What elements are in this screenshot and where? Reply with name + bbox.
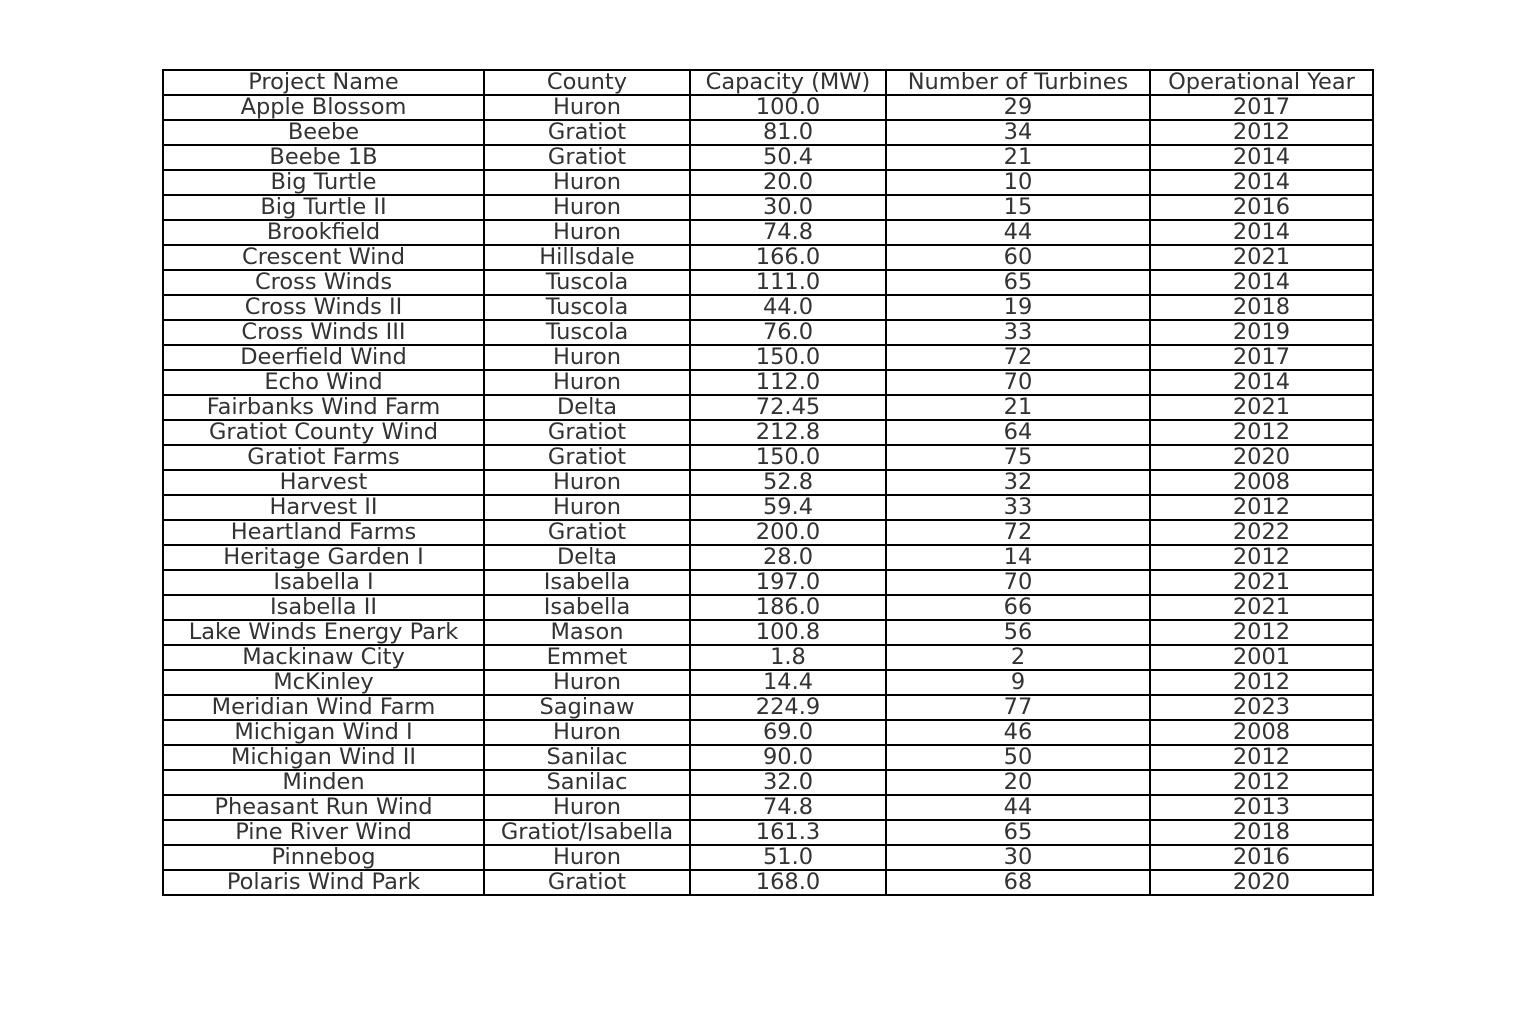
- table-row: [163, 420, 1373, 445]
- table-row: [163, 545, 1373, 570]
- cell-operational-year: 2008: [1150, 720, 1373, 745]
- cell-operational-year: 2013: [1150, 795, 1373, 820]
- cell-number-of-turbines: 21: [886, 395, 1150, 420]
- cell-county: Gratiot: [484, 870, 690, 895]
- cell-operational-year: 2014: [1150, 370, 1373, 395]
- cell-operational-year: 2018: [1150, 295, 1373, 320]
- cell-number-of-turbines: 50: [886, 745, 1150, 770]
- cell-number-of-turbines: 33: [886, 495, 1150, 520]
- header-capacity: Capacity (MW): [690, 70, 886, 95]
- cell-operational-year: 2019: [1150, 320, 1373, 345]
- cell-project-name: Crescent Wind: [163, 245, 484, 270]
- table-row: [163, 570, 1373, 595]
- cell-project-name: Isabella I: [163, 570, 484, 595]
- cell-number-of-turbines: 33: [886, 320, 1150, 345]
- cell-project-name: Polaris Wind Park: [163, 870, 484, 895]
- cell-number-of-turbines: 30: [886, 845, 1150, 870]
- cell-project-name: Minden: [163, 770, 484, 795]
- table-row: [163, 145, 1373, 170]
- cell-county: Huron: [484, 720, 690, 745]
- cell-project-name: Michigan Wind I: [163, 720, 484, 745]
- table-row: [163, 595, 1373, 620]
- cell-project-name: Michigan Wind II: [163, 745, 484, 770]
- table-row: [163, 270, 1373, 295]
- cell-capacity: 52.8: [690, 470, 886, 495]
- table-row: [163, 370, 1373, 395]
- cell-operational-year: 2001: [1150, 645, 1373, 670]
- cell-county: Emmet: [484, 645, 690, 670]
- cell-operational-year: 2020: [1150, 445, 1373, 470]
- cell-capacity: 20.0: [690, 170, 886, 195]
- cell-operational-year: 2017: [1150, 345, 1373, 370]
- cell-capacity: 74.8: [690, 220, 886, 245]
- cell-county: Sanilac: [484, 745, 690, 770]
- cell-capacity: 69.0: [690, 720, 886, 745]
- cell-operational-year: 2012: [1150, 120, 1373, 145]
- cell-operational-year: 2014: [1150, 270, 1373, 295]
- cell-capacity: 59.4: [690, 495, 886, 520]
- cell-county: Saginaw: [484, 695, 690, 720]
- table-body: [163, 95, 1373, 895]
- cell-project-name: Big Turtle II: [163, 195, 484, 220]
- cell-capacity: 150.0: [690, 345, 886, 370]
- cell-operational-year: 2012: [1150, 620, 1373, 645]
- cell-project-name: Cross Winds: [163, 270, 484, 295]
- cell-county: Gratiot: [484, 520, 690, 545]
- cell-capacity: 186.0: [690, 595, 886, 620]
- cell-county: Delta: [484, 395, 690, 420]
- cell-number-of-turbines: 19: [886, 295, 1150, 320]
- cell-capacity: 51.0: [690, 845, 886, 870]
- table-row: [163, 620, 1373, 645]
- cell-operational-year: 2012: [1150, 545, 1373, 570]
- table-row: [163, 245, 1373, 270]
- cell-number-of-turbines: 68: [886, 870, 1150, 895]
- cell-capacity: 150.0: [690, 445, 886, 470]
- cell-number-of-turbines: 34: [886, 120, 1150, 145]
- cell-number-of-turbines: 66: [886, 595, 1150, 620]
- cell-number-of-turbines: 15: [886, 195, 1150, 220]
- cell-capacity: 212.8: [690, 420, 886, 445]
- cell-capacity: 30.0: [690, 195, 886, 220]
- cell-operational-year: 2021: [1150, 595, 1373, 620]
- cell-project-name: McKinley: [163, 670, 484, 695]
- cell-capacity: 166.0: [690, 245, 886, 270]
- table-header-row: [163, 70, 1373, 95]
- cell-project-name: Apple Blossom: [163, 95, 484, 120]
- table-row: [163, 820, 1373, 845]
- cell-operational-year: 2012: [1150, 420, 1373, 445]
- cell-county: Huron: [484, 845, 690, 870]
- table-row: [163, 495, 1373, 520]
- cell-capacity: 224.9: [690, 695, 886, 720]
- cell-capacity: 111.0: [690, 270, 886, 295]
- cell-county: Gratiot/Isabella: [484, 820, 690, 845]
- cell-number-of-turbines: 65: [886, 270, 1150, 295]
- cell-capacity: 1.8: [690, 645, 886, 670]
- cell-operational-year: 2014: [1150, 220, 1373, 245]
- cell-county: Huron: [484, 370, 690, 395]
- cell-operational-year: 2012: [1150, 745, 1373, 770]
- cell-number-of-turbines: 10: [886, 170, 1150, 195]
- cell-county: Huron: [484, 670, 690, 695]
- cell-operational-year: 2012: [1150, 495, 1373, 520]
- cell-capacity: 112.0: [690, 370, 886, 395]
- cell-operational-year: 2018: [1150, 820, 1373, 845]
- table-row: [163, 720, 1373, 745]
- cell-operational-year: 2016: [1150, 195, 1373, 220]
- table-row: [163, 395, 1373, 420]
- cell-number-of-turbines: 75: [886, 445, 1150, 470]
- cell-operational-year: 2021: [1150, 395, 1373, 420]
- cell-county: Gratiot: [484, 145, 690, 170]
- cell-county: Isabella: [484, 570, 690, 595]
- table-row: [163, 295, 1373, 320]
- cell-capacity: 168.0: [690, 870, 886, 895]
- cell-county: Gratiot: [484, 120, 690, 145]
- table-row: [163, 670, 1373, 695]
- table-row: [163, 795, 1373, 820]
- header-county: County: [484, 70, 690, 95]
- cell-county: Mason: [484, 620, 690, 645]
- cell-capacity: 14.4: [690, 670, 886, 695]
- cell-project-name: Harvest: [163, 470, 484, 495]
- cell-project-name: Gratiot County Wind: [163, 420, 484, 445]
- table-row: [163, 195, 1373, 220]
- cell-county: Huron: [484, 95, 690, 120]
- cell-operational-year: 2020: [1150, 870, 1373, 895]
- cell-county: Huron: [484, 470, 690, 495]
- cell-operational-year: 2016: [1150, 845, 1373, 870]
- cell-operational-year: 2012: [1150, 670, 1373, 695]
- cell-project-name: Pinnebog: [163, 845, 484, 870]
- cell-county: Gratiot: [484, 420, 690, 445]
- cell-project-name: Deerfield Wind: [163, 345, 484, 370]
- cell-project-name: Gratiot Farms: [163, 445, 484, 470]
- cell-capacity: 44.0: [690, 295, 886, 320]
- cell-capacity: 28.0: [690, 545, 886, 570]
- cell-operational-year: 2017: [1150, 95, 1373, 120]
- cell-county: Isabella: [484, 595, 690, 620]
- cell-operational-year: 2008: [1150, 470, 1373, 495]
- cell-capacity: 161.3: [690, 820, 886, 845]
- cell-capacity: 76.0: [690, 320, 886, 345]
- cell-project-name: Pheasant Run Wind: [163, 795, 484, 820]
- table-row: [163, 220, 1373, 245]
- table-row: [163, 870, 1373, 895]
- cell-project-name: Fairbanks Wind Farm: [163, 395, 484, 420]
- cell-county: Tuscola: [484, 295, 690, 320]
- cell-operational-year: 2021: [1150, 245, 1373, 270]
- cell-number-of-turbines: 14: [886, 545, 1150, 570]
- table-row: [163, 745, 1373, 770]
- cell-number-of-turbines: 65: [886, 820, 1150, 845]
- cell-county: Huron: [484, 220, 690, 245]
- cell-county: Huron: [484, 495, 690, 520]
- table-row: [163, 320, 1373, 345]
- cell-operational-year: 2012: [1150, 770, 1373, 795]
- cell-number-of-turbines: 72: [886, 345, 1150, 370]
- cell-operational-year: 2014: [1150, 145, 1373, 170]
- cell-capacity: 74.8: [690, 795, 886, 820]
- cell-number-of-turbines: 70: [886, 570, 1150, 595]
- table-row: [163, 95, 1373, 120]
- cell-capacity: 197.0: [690, 570, 886, 595]
- table-row: [163, 520, 1373, 545]
- cell-project-name: Beebe: [163, 120, 484, 145]
- cell-number-of-turbines: 21: [886, 145, 1150, 170]
- cell-project-name: Isabella II: [163, 595, 484, 620]
- cell-project-name: Big Turtle: [163, 170, 484, 195]
- cell-number-of-turbines: 44: [886, 220, 1150, 245]
- table-row: [163, 345, 1373, 370]
- cell-number-of-turbines: 46: [886, 720, 1150, 745]
- cell-capacity: 81.0: [690, 120, 886, 145]
- cell-project-name: Harvest II: [163, 495, 484, 520]
- cell-operational-year: 2022: [1150, 520, 1373, 545]
- cell-number-of-turbines: 56: [886, 620, 1150, 645]
- wind-projects-table: [162, 69, 1374, 896]
- cell-operational-year: 2023: [1150, 695, 1373, 720]
- cell-number-of-turbines: 72: [886, 520, 1150, 545]
- cell-project-name: Lake Winds Energy Park: [163, 620, 484, 645]
- cell-number-of-turbines: 60: [886, 245, 1150, 270]
- cell-capacity: 100.8: [690, 620, 886, 645]
- cell-number-of-turbines: 2: [886, 645, 1150, 670]
- cell-number-of-turbines: 77: [886, 695, 1150, 720]
- cell-county: Huron: [484, 170, 690, 195]
- cell-capacity: 200.0: [690, 520, 886, 545]
- cell-project-name: Cross Winds II: [163, 295, 484, 320]
- cell-project-name: Brookfield: [163, 220, 484, 245]
- cell-project-name: Echo Wind: [163, 370, 484, 395]
- wind-projects-table-container: [162, 69, 1374, 896]
- cell-capacity: 72.45: [690, 395, 886, 420]
- cell-county: Huron: [484, 195, 690, 220]
- cell-capacity: 50.4: [690, 145, 886, 170]
- cell-county: Tuscola: [484, 320, 690, 345]
- cell-project-name: Cross Winds III: [163, 320, 484, 345]
- cell-number-of-turbines: 20: [886, 770, 1150, 795]
- cell-county: Tuscola: [484, 270, 690, 295]
- cell-county: Hillsdale: [484, 245, 690, 270]
- table-row: [163, 645, 1373, 670]
- cell-county: Gratiot: [484, 445, 690, 470]
- cell-project-name: Pine River Wind: [163, 820, 484, 845]
- cell-project-name: Beebe 1B: [163, 145, 484, 170]
- cell-capacity: 100.0: [690, 95, 886, 120]
- cell-county: Sanilac: [484, 770, 690, 795]
- cell-operational-year: 2014: [1150, 170, 1373, 195]
- cell-number-of-turbines: 29: [886, 95, 1150, 120]
- header-operational-year: Operational Year: [1150, 70, 1373, 95]
- cell-project-name: Mackinaw City: [163, 645, 484, 670]
- cell-project-name: Heartland Farms: [163, 520, 484, 545]
- cell-project-name: Heritage Garden I: [163, 545, 484, 570]
- cell-operational-year: 2021: [1150, 570, 1373, 595]
- header-project-name: Project Name: [163, 70, 484, 95]
- cell-county: Delta: [484, 545, 690, 570]
- header-number-of-turbines: Number of Turbines: [886, 70, 1150, 95]
- cell-county: Huron: [484, 345, 690, 370]
- cell-capacity: 32.0: [690, 770, 886, 795]
- table-row: [163, 770, 1373, 795]
- cell-county: Huron: [484, 795, 690, 820]
- table-row: [163, 170, 1373, 195]
- table-row: [163, 445, 1373, 470]
- table-row: [163, 470, 1373, 495]
- table-row: [163, 120, 1373, 145]
- cell-number-of-turbines: 32: [886, 470, 1150, 495]
- table-row: [163, 845, 1373, 870]
- cell-number-of-turbines: 9: [886, 670, 1150, 695]
- cell-number-of-turbines: 44: [886, 795, 1150, 820]
- cell-number-of-turbines: 64: [886, 420, 1150, 445]
- table-row: [163, 695, 1373, 720]
- cell-capacity: 90.0: [690, 745, 886, 770]
- cell-number-of-turbines: 70: [886, 370, 1150, 395]
- cell-project-name: Meridian Wind Farm: [163, 695, 484, 720]
